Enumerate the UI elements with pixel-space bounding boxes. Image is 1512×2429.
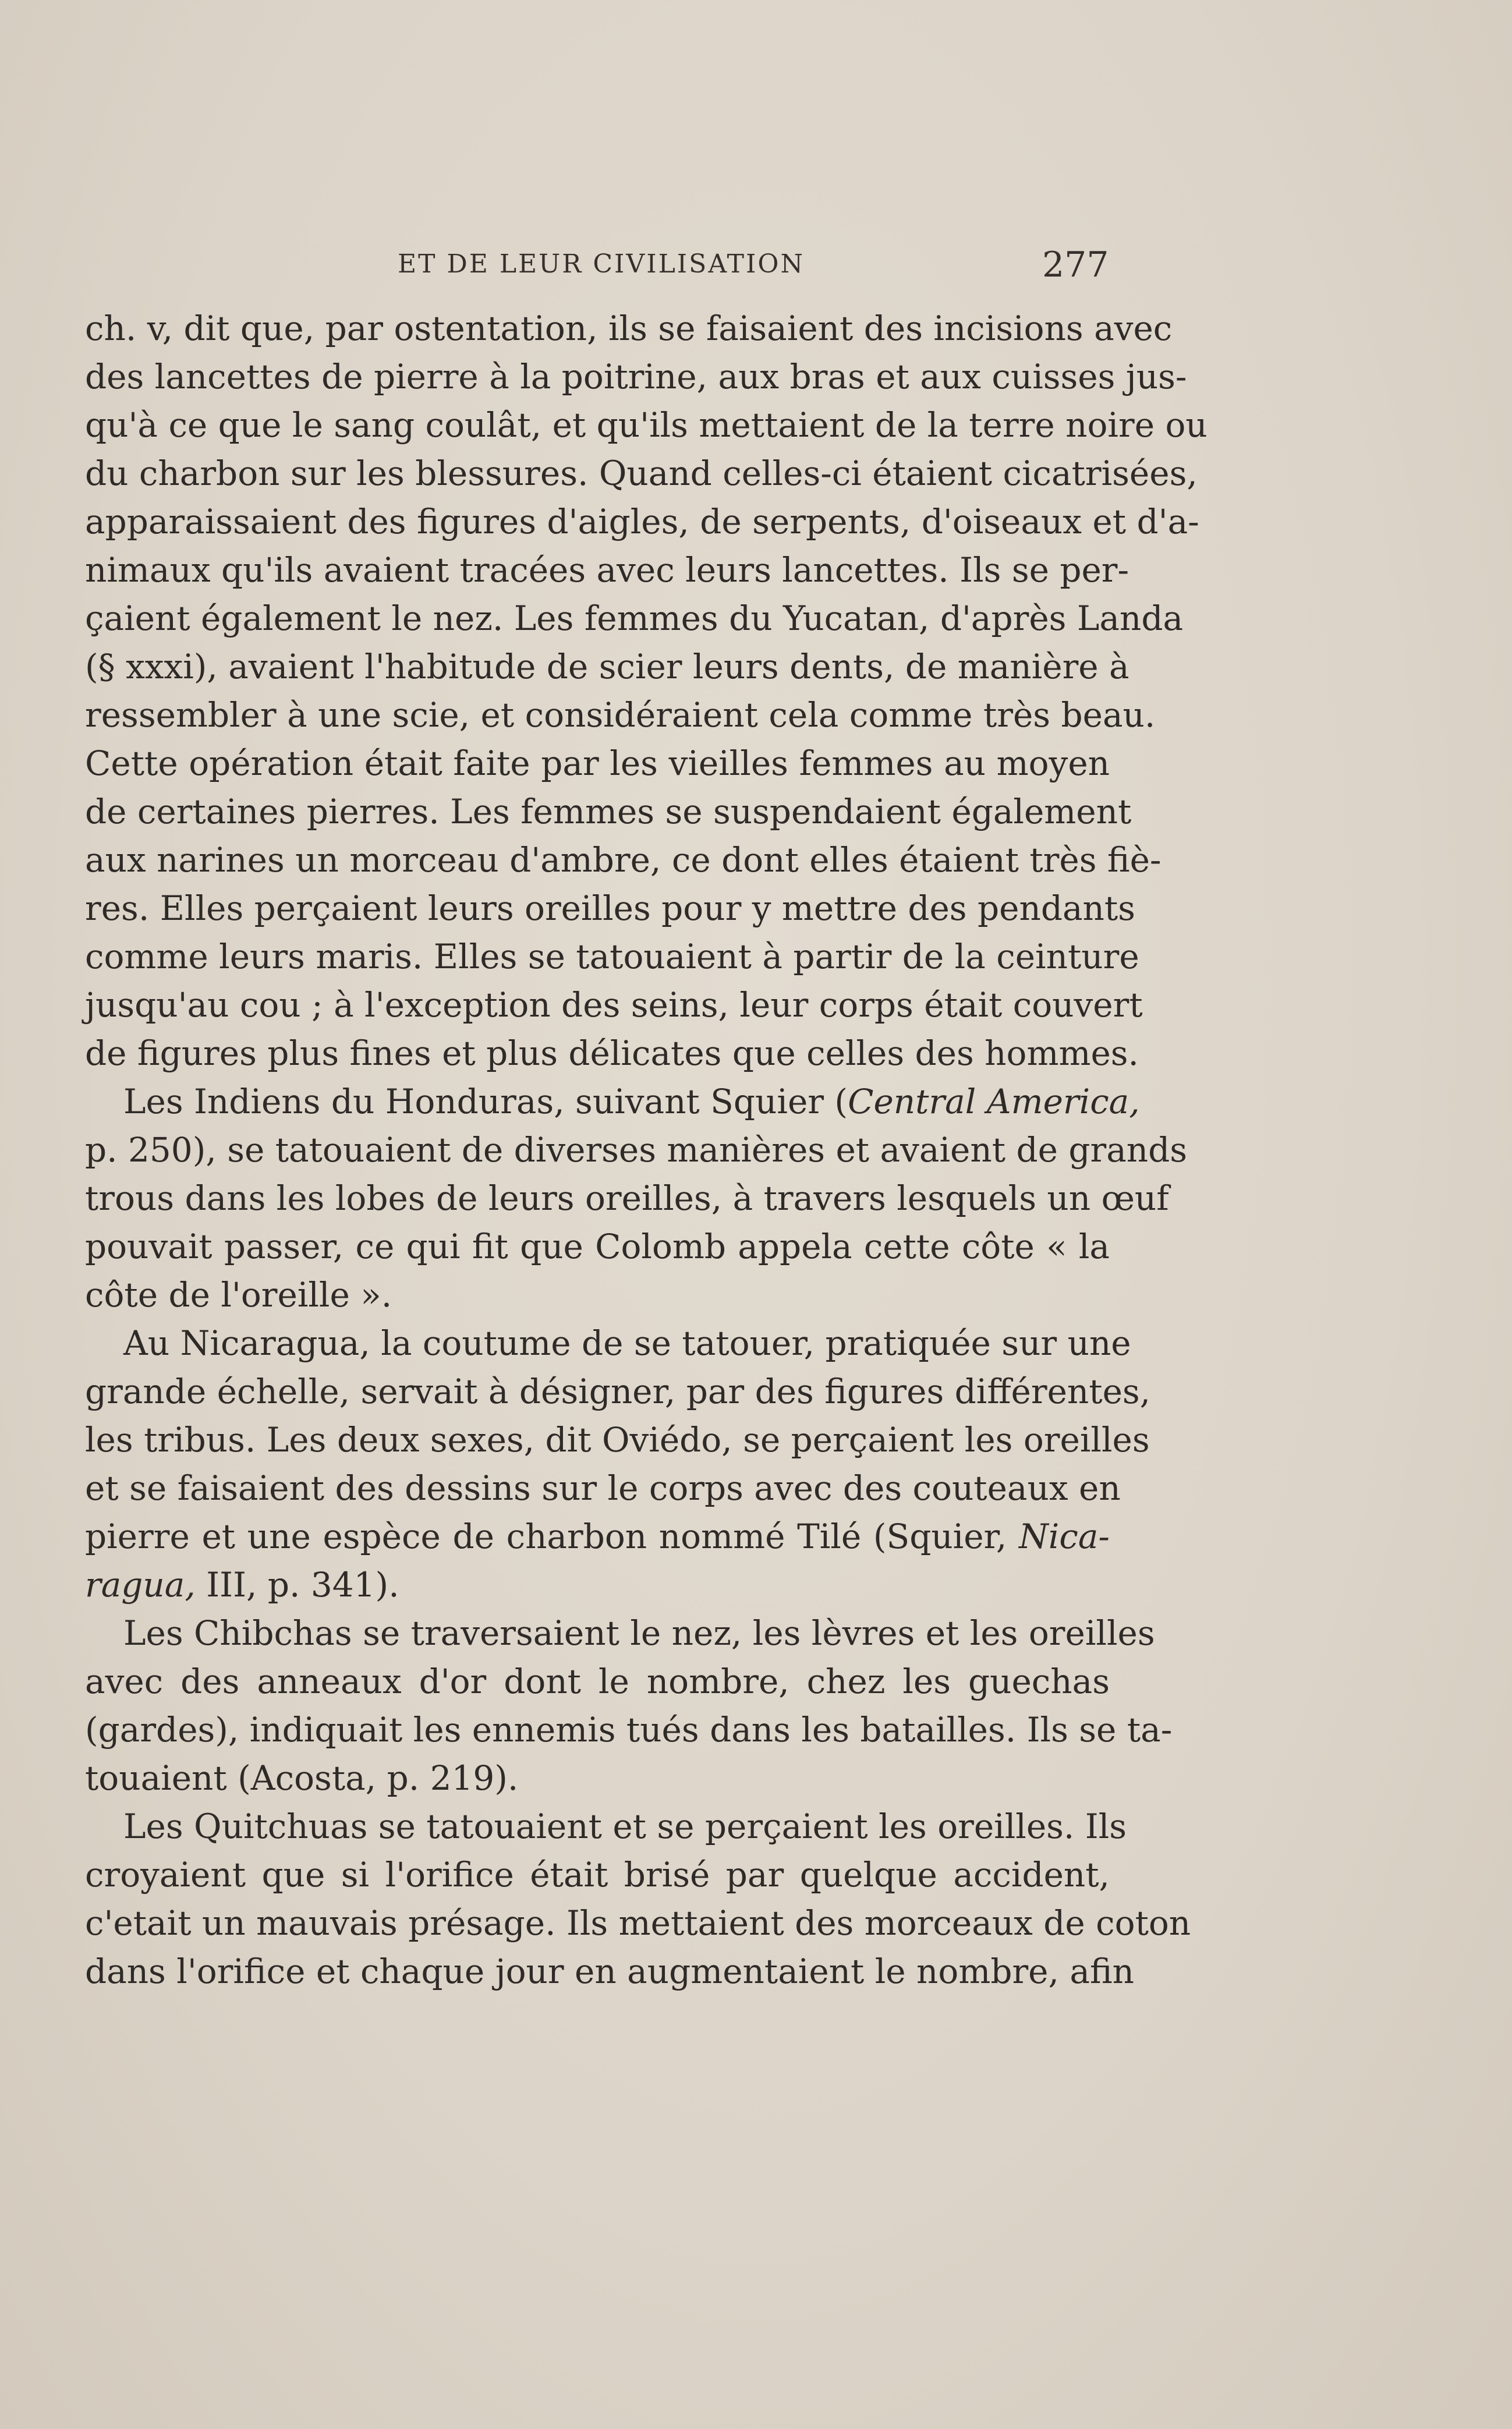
text-line: ressembler à une scie, et considéraient cela comme très beau. bbox=[85, 695, 1156, 735]
text-line: Les Chibchas se traversaient le nez, les lèvres et les oreilles bbox=[123, 1613, 1155, 1653]
text-line: de figures plus fines et plus délicates que celles des hommes. bbox=[85, 1033, 1139, 1073]
text-line: aux narines un morceau d'ambre, ce dont elles étaient très fiè- bbox=[85, 840, 1162, 880]
text-line: apparaissaient des figures d'aigles, de serpents, d'oiseaux et d'a- bbox=[85, 502, 1199, 541]
text-segment: Les Indiens du Honduras, suivant Squier ( bbox=[123, 1082, 848, 1121]
text-line: côte de l'oreille ». bbox=[85, 1275, 392, 1315]
text-line: (§ xxxi), avaient l'habitude de scier leurs dents, de manière à bbox=[85, 647, 1129, 686]
italic-title: Nica- bbox=[1019, 1517, 1110, 1556]
text-line: p. 250), se tatouaient de diverses manières et avaient de grands bbox=[85, 1130, 1188, 1170]
text-line: trous dans les lobes de leurs oreilles, à travers lesquels un œuf bbox=[85, 1178, 1169, 1218]
text-line: grande échelle, servait à désigner, par des figures différentes, bbox=[85, 1372, 1151, 1411]
italic-title: ragua, bbox=[85, 1565, 196, 1605]
page-header bbox=[0, 245, 1512, 291]
text-line: du charbon sur les blessures. Quand celles-ci étaient cicatrisées, bbox=[85, 454, 1198, 493]
text-line: qu'à ce que le sang coulât, et qu'ils mettaient de la terre noire ou bbox=[85, 405, 1208, 445]
text-line: touaient (Acosta, p. 219). bbox=[85, 1758, 519, 1798]
body-text bbox=[85, 304, 1208, 1996]
page-number: 277 bbox=[1042, 245, 1109, 285]
text-line: ch. v, dit que, par ostentation, ils se faisaient des incisions avec bbox=[85, 309, 1173, 348]
text-line: (gardes), indiquait les ennemis tués dans les batailles. Ils se ta- bbox=[85, 1710, 1173, 1750]
text-line: pouvait passer, ce qui fit que Colomb appela cette côte « la bbox=[85, 1227, 1110, 1266]
text-line-with-italic bbox=[85, 1078, 1140, 1126]
text-line: nimaux qu'ils avaient tracées avec leurs lancettes. Ils se per- bbox=[85, 550, 1129, 590]
text-line: çaient également le nez. Les femmes du Yucatan, d'après Landa bbox=[85, 599, 1184, 638]
italic-title: Central America, bbox=[848, 1082, 1140, 1121]
text-line: croyaient que si l'orifice était brisé par quelque accident, bbox=[85, 1855, 1110, 1895]
text-line: avec des anneaux d'or dont le nombre, chez les guechas bbox=[85, 1662, 1110, 1701]
text-line: des lancettes de pierre à la poitrine, aux bras et aux cuisses jus- bbox=[85, 357, 1187, 396]
text-line: comme leurs maris. Elles se tatouaient à partir de la ceinture bbox=[85, 937, 1139, 976]
text-line: c'etait un mauvais présage. Ils mettaient des morceaux de coton bbox=[85, 1903, 1191, 1943]
text-line: res. Elles perçaient leurs oreilles pour y mettre des pendants bbox=[85, 888, 1135, 928]
running-head: ET DE LEUR CIVILISATION bbox=[398, 249, 805, 279]
text-segment: pierre et une espèce de charbon nommé Tilé (Squier, bbox=[85, 1517, 1019, 1556]
text-line-with-italic bbox=[85, 1561, 1110, 1609]
text-line: Au Nicaragua, la coutume de se tatouer, pratiquée sur une bbox=[123, 1323, 1131, 1363]
text-line: et se faisaient des dessins sur le corps avec des couteaux en bbox=[85, 1468, 1121, 1508]
text-segment: III, p. 341). bbox=[195, 1565, 399, 1605]
text-line: dans l'orifice et chaque jour en augmentaient le nombre, afin bbox=[85, 1952, 1134, 1991]
text-line: les tribus. Les deux sexes, dit Oviédo, se perçaient les oreilles bbox=[85, 1420, 1150, 1460]
text-line: Cette opération était faite par les vieilles femmes au moyen bbox=[85, 743, 1110, 783]
text-line-with-italic bbox=[85, 1513, 1110, 1561]
text-line: de certaines pierres. Les femmes se suspendaient également bbox=[85, 792, 1132, 831]
text-line: Les Quitchuas se tatouaient et se perçaient les oreilles. Ils bbox=[123, 1807, 1127, 1846]
text-line: jusqu'au cou ; à l'exception des seins, leur corps était couvert bbox=[85, 985, 1143, 1025]
